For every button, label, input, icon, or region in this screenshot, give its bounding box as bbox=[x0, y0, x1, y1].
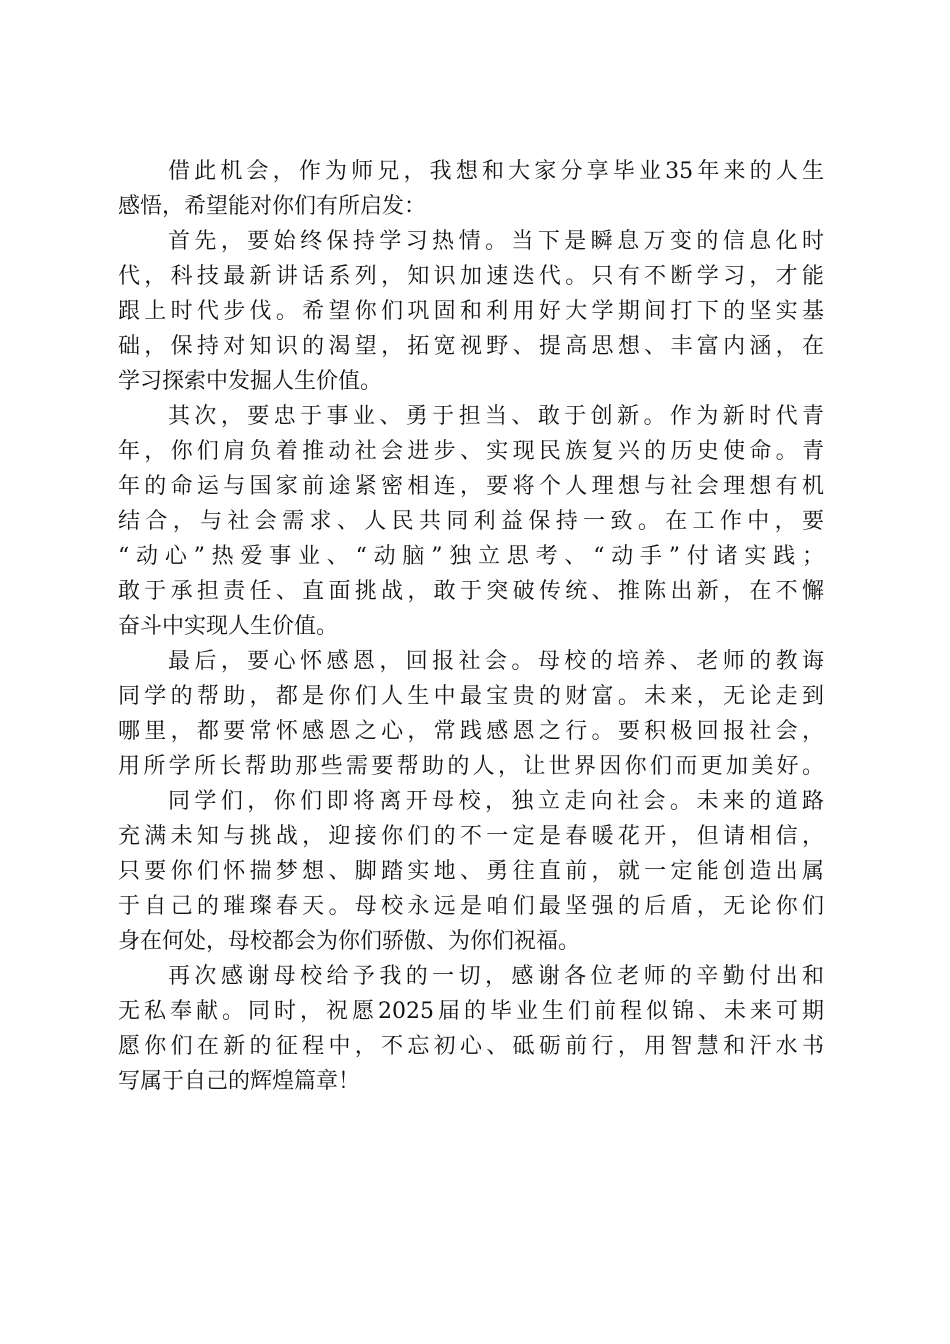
text-line: 感悟，希望能对你们有所启发： bbox=[118, 194, 427, 219]
text-line: 同学们，你们即将离开母校，独立走向社会。未来的道路 bbox=[168, 789, 824, 814]
text-line: 于自己的璀璨春天。母校永远是咱们最坚强的后盾，无论你们 bbox=[118, 894, 824, 919]
text-line: 无私奉献。同时，祝愿2025届的毕业生们前程似锦、未来可期 bbox=[118, 999, 824, 1024]
text-line: “动心”热爱事业、“动脑”独立思考、“动手”付诸实践； bbox=[118, 544, 824, 569]
text-line: 跟上时代步伐。希望你们巩固和利用好大学期间打下的坚实基 bbox=[118, 299, 824, 324]
text-line: 最后，要心怀感恩，回报社会。母校的培养、老师的教诲 bbox=[168, 649, 824, 674]
text-line: 代，科技最新讲话系列，知识加速迭代。只有不断学习，才能 bbox=[118, 264, 824, 289]
text-line: 其次，要忠于事业、勇于担当、敢于创新。作为新时代青 bbox=[168, 404, 824, 429]
text-line: 学习探索中发掘人生价值。 bbox=[118, 369, 383, 394]
text-line: 身在何处，母校都会为你们骄傲、为你们祝福。 bbox=[118, 929, 581, 954]
text-line: 充满未知与挑战，迎接你们的不一定是春暖花开，但请相信， bbox=[118, 824, 824, 849]
text-line: 结合，与社会需求、人民共同利益保持一致。在工作中，要 bbox=[118, 509, 824, 534]
text-line: 础，保持对知识的渴望，拓宽视野、提高思想、丰富内涵，在 bbox=[118, 334, 824, 359]
text-line: 愿你们在新的征程中，不忘初心、砥砺前行，用智慧和汗水书 bbox=[118, 1034, 824, 1059]
text-line: 哪里，都要常怀感恩之心，常践感恩之行。要积极回报社会， bbox=[118, 719, 824, 744]
text-line: 再次感谢母校给予我的一切，感谢各位老师的辛勤付出和 bbox=[168, 964, 824, 989]
text-line: 奋斗中实现人生价值。 bbox=[118, 614, 339, 639]
text-line: 借此机会，作为师兄，我想和大家分享毕业35年来的人生 bbox=[168, 159, 824, 184]
text-line: 首先，要始终保持学习热情。当下是瞬息万变的信息化时 bbox=[168, 229, 824, 254]
text-line: 同学的帮助，都是你们人生中最宝贵的财富。未来，无论走到 bbox=[118, 684, 824, 709]
text-line: 敢于承担责任、直面挑战，敢于突破传统、推陈出新，在不懈 bbox=[118, 579, 824, 604]
text-line: 写属于自己的辉煌篇章！ bbox=[118, 1069, 361, 1094]
body-text bbox=[118, 154, 824, 1099]
text-line: 用所学所长帮助那些需要帮助的人，让世界因你们而更加美好。 bbox=[118, 754, 824, 779]
text-line: 年的命运与国家前途紧密相连，要将个人理想与社会理想有机 bbox=[118, 474, 824, 499]
text-line: 年，你们肩负着推动社会进步、实现民族复兴的历史使命。青 bbox=[118, 439, 824, 464]
text-line: 只要你们怀揣梦想、脚踏实地、勇往直前，就一定能创造出属 bbox=[118, 859, 824, 884]
